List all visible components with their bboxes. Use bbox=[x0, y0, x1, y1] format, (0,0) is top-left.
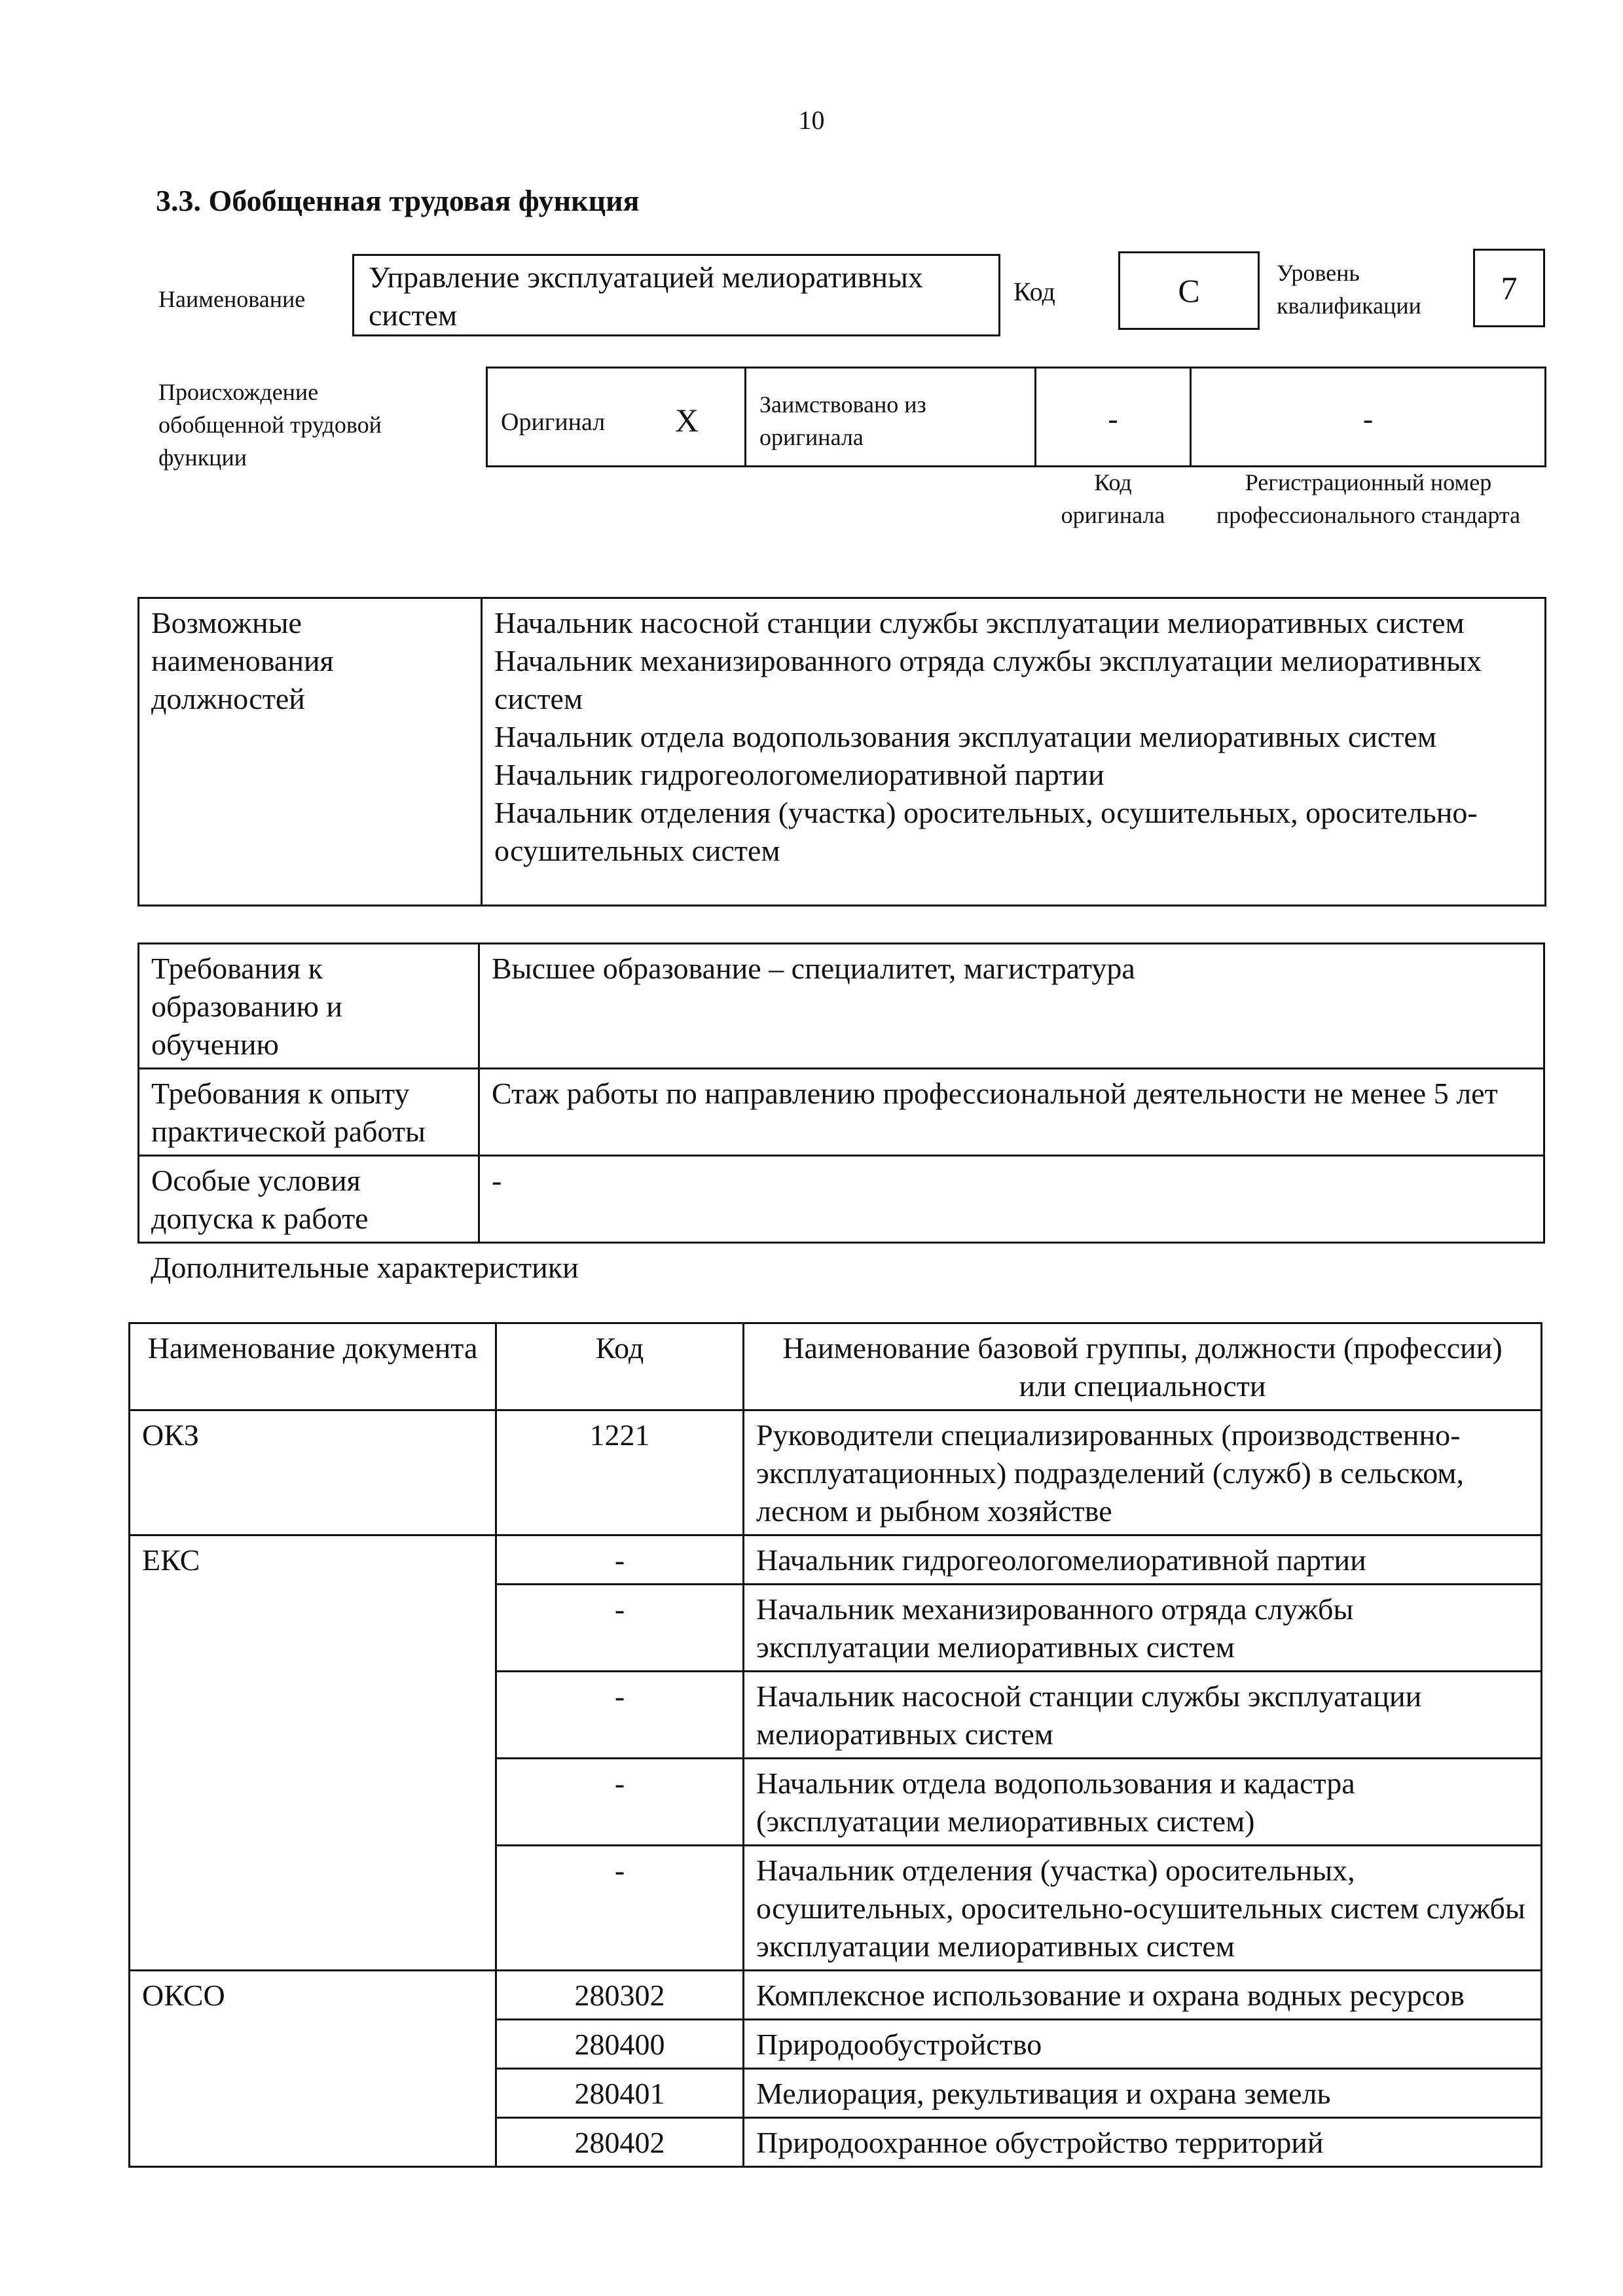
eks-code: - bbox=[496, 1759, 744, 1846]
code-original-caption: Код оригинала bbox=[1061, 469, 1165, 528]
origin-reg-value: - bbox=[1362, 402, 1374, 435]
eks-code: - bbox=[496, 1535, 744, 1585]
name-label: Наименование bbox=[158, 286, 306, 312]
eks-name: Начальник механизированного отряда службы эксплуатации мелиоративных систем bbox=[744, 1585, 1542, 1672]
section-heading: 3.3. Обобщенная трудовая функция bbox=[156, 184, 640, 217]
origin-label: Происхождение обобщенной трудовой функции bbox=[158, 379, 382, 471]
okso-name: Природоохранное обустройство территорий bbox=[744, 2118, 1542, 2167]
borrowed-label: Заимствовано из оригинала bbox=[759, 391, 926, 450]
page-number: 10 bbox=[798, 105, 825, 135]
level-box bbox=[1473, 249, 1545, 327]
header-name: Наименование базовой группы, должности (профессии) или специальности bbox=[744, 1323, 1542, 1410]
requirements-table bbox=[137, 942, 1545, 1244]
okz-name: Руководители специализированных (производственно-эксплуатационных) подразделений (служб) в сельском, лесном и рыбном хозяйстве bbox=[744, 1410, 1542, 1535]
level-value: 7 bbox=[1501, 270, 1518, 306]
header-document: Наименование документа bbox=[130, 1323, 496, 1410]
additional-title: Дополнительные характеристики bbox=[151, 1251, 579, 1284]
education-value: Высшее образование – специалитет, магистратура bbox=[479, 944, 1544, 1069]
okz-doc: ОКЗ bbox=[130, 1410, 496, 1535]
eks-name: Начальник отделения (участка) оросительных, осушительных, оросительно-осушительных систем службы эксплуатации мелиоративных систем bbox=[744, 1846, 1542, 1971]
eks-name: Начальник гидрогеологомелиоративной партии bbox=[744, 1535, 1542, 1585]
okso-doc: ОКСО bbox=[130, 1971, 496, 2167]
origin-cell-reg bbox=[1190, 367, 1546, 467]
okso-code: 280302 bbox=[496, 1971, 744, 2020]
level-label: Уровень квалификации bbox=[1277, 260, 1421, 319]
okso-code: 280400 bbox=[496, 2020, 744, 2069]
okso-name: Природообустройство bbox=[744, 2020, 1542, 2069]
code-value: C bbox=[1178, 272, 1200, 309]
reg-number-caption: Регистрационный номер профессионального стандарта bbox=[1216, 469, 1521, 528]
position-item: Начальник гидрогеологомелиоративной партии bbox=[494, 758, 1104, 791]
name-box bbox=[352, 254, 1000, 336]
okso-name: Мелиорация, рекультивация и охрана земель bbox=[744, 2069, 1542, 2118]
okso-name: Комплексное использование и охрана водных ресурсов bbox=[744, 1971, 1542, 2020]
name-value: Управление эксплуатацией мелиоративных систем bbox=[369, 260, 923, 332]
special-conditions-label: Особые условия допуска к работе bbox=[139, 1156, 479, 1243]
special-conditions-value: - bbox=[479, 1156, 1544, 1243]
okso-code: 280401 bbox=[496, 2069, 744, 2118]
eks-name: Начальник насосной станции службы эксплуатации мелиоративных систем bbox=[744, 1672, 1542, 1759]
code-box bbox=[1118, 251, 1260, 330]
eks-code: - bbox=[496, 1585, 744, 1672]
eks-code: - bbox=[496, 1672, 744, 1759]
positions-label: Возможные наименования должностей bbox=[139, 598, 482, 906]
origin-cell-borrowed bbox=[744, 367, 1036, 467]
positions-table bbox=[137, 597, 1546, 906]
additional-table bbox=[128, 1322, 1542, 2168]
code-label: Код bbox=[1013, 277, 1055, 306]
experience-label: Требования к опыту практической работы bbox=[139, 1069, 479, 1156]
okz-code: 1221 bbox=[496, 1410, 744, 1535]
origin-cell-code bbox=[1034, 367, 1192, 467]
origin-cell-original bbox=[486, 367, 746, 467]
education-label: Требования к образованию и обучению bbox=[139, 944, 479, 1069]
position-item: Начальник механизированного отряда службы эксплуатации мелиоративных систем bbox=[494, 644, 1482, 715]
eks-name: Начальник отдела водопользования и кадастра (эксплуатации мелиоративных систем) bbox=[744, 1759, 1542, 1846]
positions-list bbox=[482, 598, 1546, 906]
original-label: Оригинал bbox=[501, 408, 606, 436]
okso-code: 280402 bbox=[496, 2118, 744, 2167]
header-code: Код bbox=[496, 1323, 744, 1410]
experience-value: Стаж работы по направлению профессиональной деятельности не менее 5 лет bbox=[479, 1069, 1544, 1156]
eks-doc: ЕКС bbox=[130, 1535, 496, 1971]
eks-code: - bbox=[496, 1846, 744, 1971]
position-item: Начальник отделения (участка) оросительных, осушительных, оросительно-осушительных систем bbox=[494, 796, 1478, 867]
original-mark: X bbox=[675, 402, 699, 439]
origin-code-value: - bbox=[1108, 402, 1118, 435]
position-item: Начальник насосной станции службы эксплуатации мелиоративных систем bbox=[494, 606, 1465, 639]
position-item: Начальник отдела водопользования эксплуатации мелиоративных систем bbox=[494, 720, 1436, 753]
